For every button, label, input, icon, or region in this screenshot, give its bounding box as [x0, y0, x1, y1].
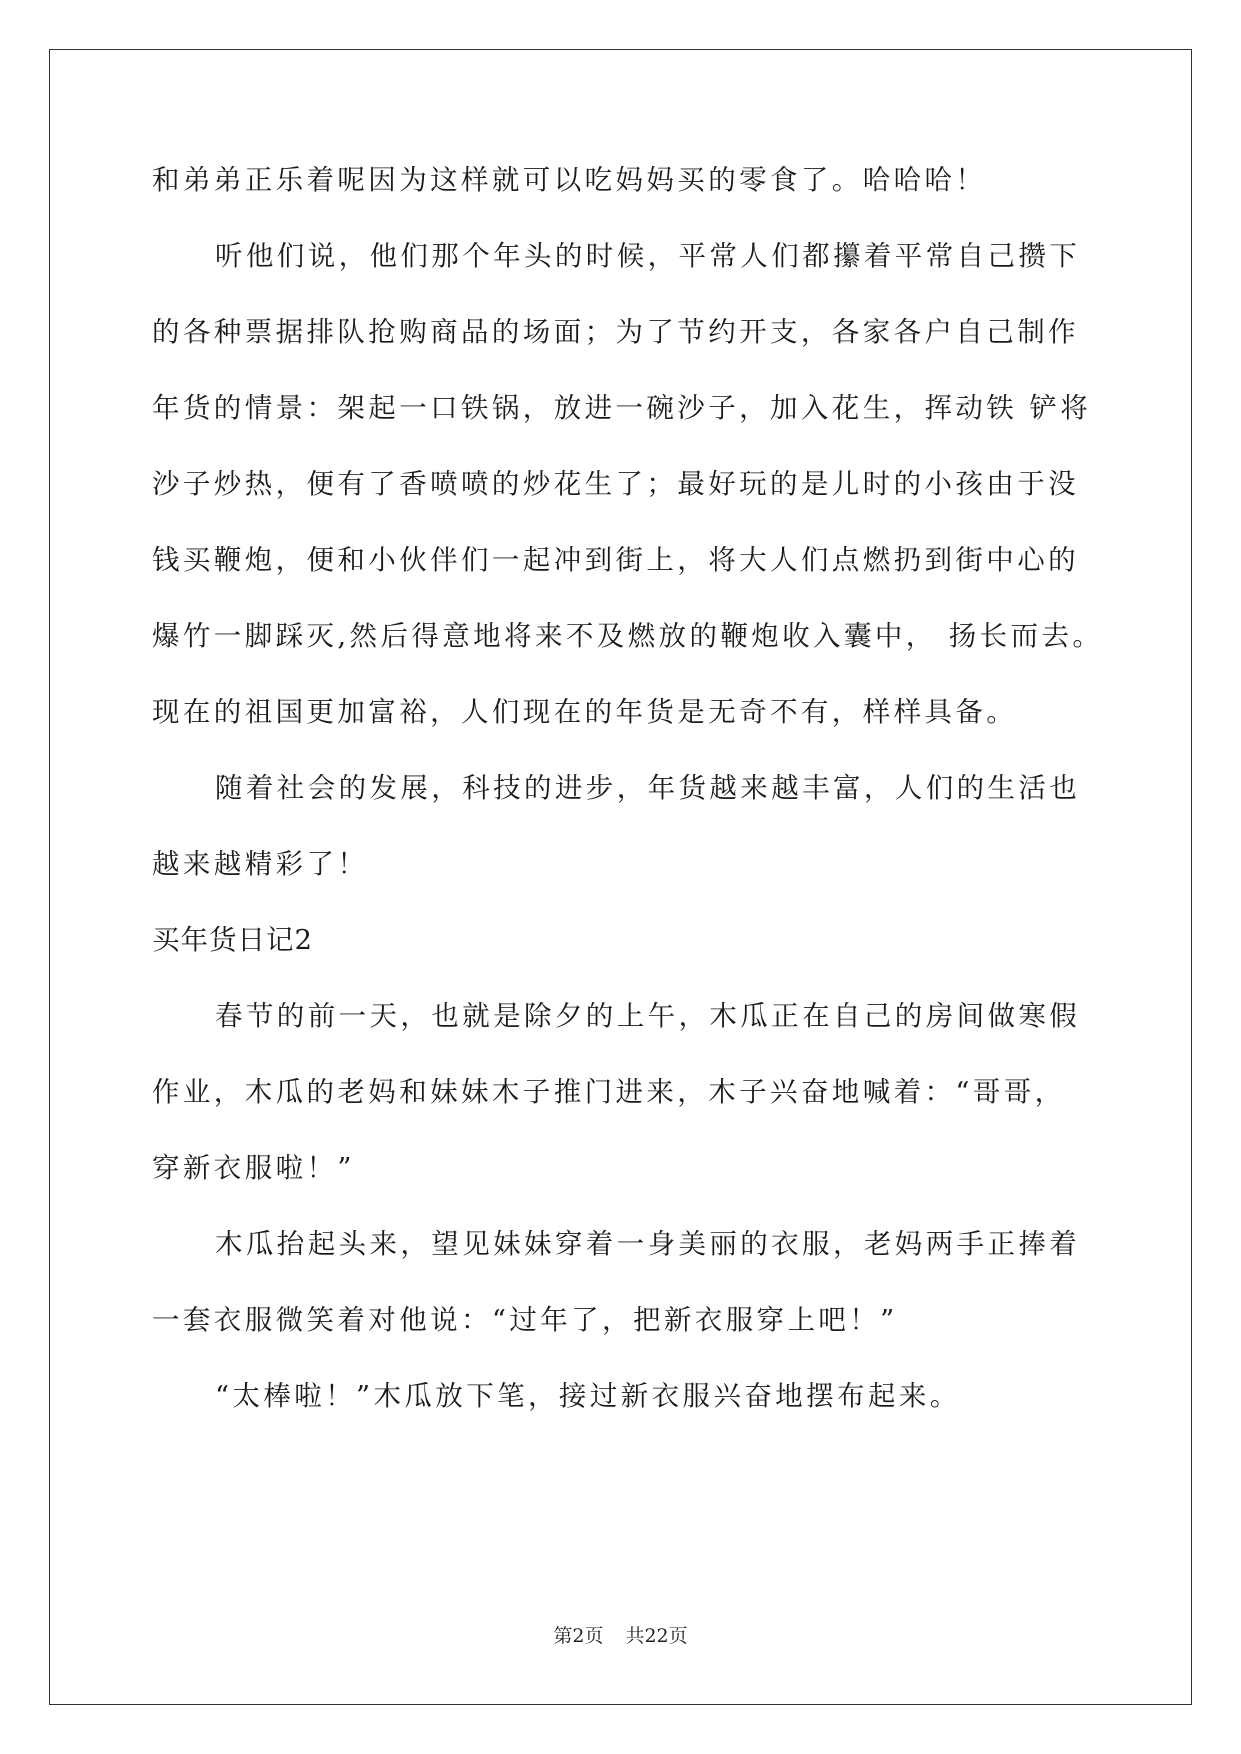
text-line-7: 爆竹一脚踩灭,然后得意地将来不及燃放的鞭炮收入囊中， 扬长而去。	[152, 620, 1104, 652]
text-line-6: 钱买鞭炮，便和小伙伴们一起冲到街上，将大人们点燃扔到街中心的	[152, 544, 1079, 576]
text-line-2: 听他们说，他们那个年头的时候，平常人们都攥着平常自己攒下	[215, 240, 1081, 272]
text-line-5: 沙子炒热，便有了香喷喷的炒花生了；最好玩的是儿时的小孩由于没	[152, 468, 1079, 500]
page-number: 第2页	[553, 1625, 604, 1647]
text-line-9: 随着社会的发展，科技的进步，年货越来越丰富，人们的生活也	[215, 772, 1081, 804]
text-line-14: 穿新衣服啦！”	[152, 1152, 355, 1184]
page-total: 共22页	[625, 1625, 688, 1647]
text-line-17: “太棒啦！”木瓜放下笔，接过新衣服兴奋地摆布起来。	[215, 1380, 961, 1412]
text-line-10: 越来越精彩了！	[152, 848, 369, 880]
text-line-15: 木瓜抬起头来，望见妹妹穿着一身美丽的衣服，老妈两手正捧着	[215, 1228, 1081, 1260]
text-line-4: 年货的情景：架起一口铁锅，放进一碗沙子，加入花生，挥动铁 铲将	[152, 392, 1092, 424]
text-line-8: 现在的祖国更加富裕，人们现在的年货是无奇不有，样样具备。	[152, 696, 1018, 728]
text-line-1: 和弟弟正乐着呢因为这样就可以吃妈妈买的零食了。哈哈哈！	[152, 164, 987, 196]
document-body	[152, 154, 1112, 1446]
text-line-16: 一套衣服微笑着对他说：“过年了，把新衣服穿上吧！”	[152, 1304, 898, 1336]
section-title: 买年货日记2	[152, 924, 313, 956]
text-line-12: 春节的前一天，也就是除夕的上午，木瓜正在自己的房间做寒假	[215, 1000, 1081, 1032]
text-line-13: 作业，木瓜的老妈和妹妹木子推门进来，木子兴奋地喊着：“哥哥，	[152, 1076, 1066, 1108]
text-line-3: 的各种票据排队抢购商品的场面；为了节约开支，各家各户自己制作	[152, 316, 1079, 348]
page-footer	[0, 1621, 1241, 1648]
